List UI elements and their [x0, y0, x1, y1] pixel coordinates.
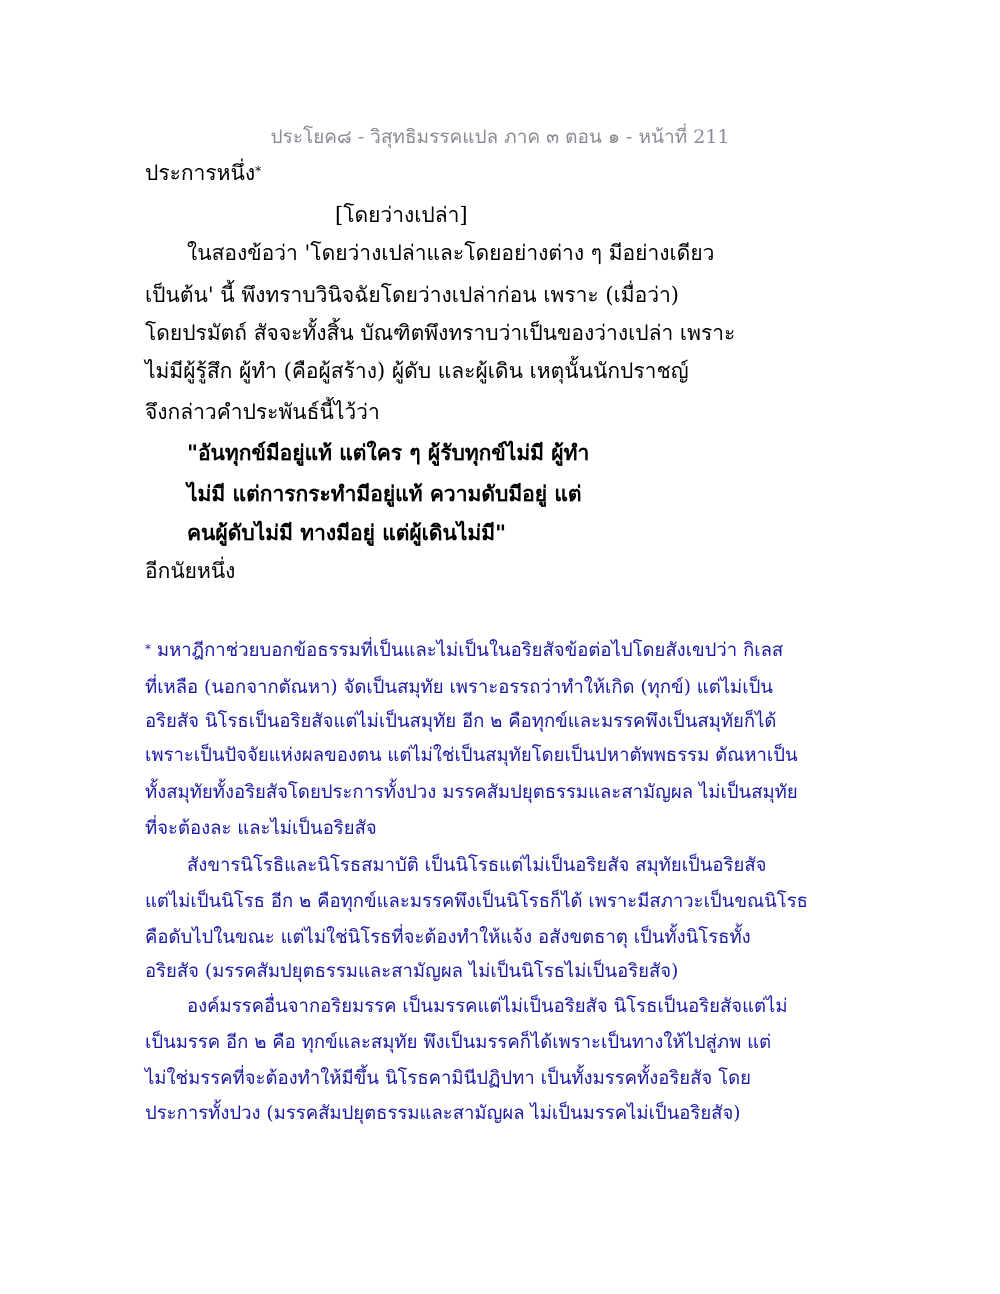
footnote-line-8: แต่ไม่เป็นนิโรธ อีก ๒ คือทุกข์และมรรคพึงเป็นนิโรธก็ได้ เพราะมีสภาวะเป็นขณนิโรธ: [145, 891, 808, 912]
footnote-line-14: ประการทั้งปวง (มรรคสัมปยุตธรรมและสามัญผล ไม่เป็นมรรคไม่เป็นอริยสัจ): [145, 1103, 741, 1124]
footnote-line-4: เพราะเป็นปัจจัยแห่งผลของตน แต่ไม่ใช่เป็นสมุทัยโดยเป็นปหาตัพพธรรม ตัณหาเป็น: [145, 745, 798, 766]
footnote-line-12: เป็นมรรค อีก ๒ คือ ทุกข์และสมุทัย พึงเป็นมรรคก็ได้เพราะเป็นทางให้ไปสู่ภพ แต่: [145, 1032, 772, 1053]
paragraph-line-2: เป็นต้น' นี้ พึงทราบวินิจฉัยโดยว่างเปล่าก่อน เพราะ (เมื่อว่า): [145, 283, 679, 307]
footnote-line-1: [145, 636, 783, 666]
footnote-marker: *: [145, 642, 151, 656]
section-heading: [โดยว่างเปล่า]: [335, 203, 468, 227]
closing-line: อีกนัยหนึ่ง: [145, 559, 236, 583]
paragraph-line-4: ไม่มีผู้รู้สึก ผู้ทำ (คือผู้สร้าง) ผู้ดับ และผู้เดิน เหตุนั้นนักปราชญ์: [145, 359, 689, 383]
footnote-line-1-text: มหาฎีกาช่วยบอกข้อธรรมที่เป็นและไม่เป็นในอริยสัจข้อต่อไปโดยสังเขปว่า กิเลส: [156, 640, 784, 661]
verse-line-2: ไม่มี แต่การกระทำมีอยู่แท้ ความดับมีอยู่ แต่: [187, 481, 582, 506]
footnote-line-7: สังขารนิโรธิและนิโรธสมาบัติ เป็นนิโรธแต่ไม่เป็นอริยสัจ สมุทัยเป็นอริยสัจ: [187, 855, 767, 876]
footnote-line-5: ทั้งสมุทัยทั้งอริยสัจโดยประการทั้งปวง มรรคสัมปยุตธรรมและสามัญผล ไม่เป็นสมุทัย: [145, 782, 798, 803]
footnote-line-9: คือดับไปในขณะ แต่ไม่ใช่นิโรธที่จะต้องทำให้แจ้ง อสังขตธาตุ เป็นทั้งนิโรธทั้ง: [145, 927, 751, 948]
intro-text: ประการหนึ่ง: [145, 161, 256, 185]
footnote-line-13: ไม่ใช่มรรคที่จะต้องทำให้มีขึ้น นิโรธคามินีปฏิปทา เป็นทั้งมรรคทั้งอริยสัจ โดย: [145, 1068, 751, 1089]
intro-line: [145, 158, 261, 188]
footnote-line-2: ที่เหลือ (นอกจากตัณหา) จัดเป็นสมุทัย เพราะอรรถว่าทำให้เกิด (ทุกข์) แต่ไม่เป็น: [145, 677, 773, 698]
page-header: ประโยค๘ - วิสุทธิมรรคแปล ภาค ๓ ตอน ๑ - หน้าที่ 211: [270, 126, 730, 148]
footnote-line-6: ที่จะต้องละ และไม่เป็นอริยสัจ: [145, 818, 377, 839]
paragraph-line-3: โดยปรมัตถ์ สัจจะทั้งสิ้น บัณฑิตพึงทราบว่าเป็นของว่างเปล่า เพราะ: [145, 321, 736, 345]
verse-line-1: "อันทุกข์มีอยู่แท้ แต่ใคร ๆ ผู้รับทุกข์ไม่มี ผู้ทำ: [187, 440, 590, 465]
verse-line-3: คนผู้ดับไม่มี ทางมีอยู่ แต่ผู้เดินไม่มี": [187, 520, 507, 545]
paragraph-line-1: ในสองข้อว่า 'โดยว่างเปล่าและโดยอย่างต่าง ๆ มีอย่างเดียว: [187, 241, 715, 265]
footnote-line-3: อริยสัจ นิโรธเป็นอริยสัจแต่ไม่เป็นสมุทัย อีก ๒ คือทุกข์และมรรคพึงเป็นสมุทัยก็ได้: [145, 711, 777, 732]
footnote-line-10: อริยสัจ (มรรคสัมปยุตธรรมและสามัญผล ไม่เป็นนิโรธไม่เป็นอริยสัจ): [145, 961, 679, 982]
footnote-line-11: องค์มรรคอื่นจากอริยมรรค เป็นมรรคแต่ไม่เป็นอริยสัจ นิโรธเป็นอริยสัจแต่ไม่: [187, 996, 788, 1017]
footnote-reference-marker: *: [255, 164, 262, 178]
paragraph-line-5: จึงกล่าวคำประพันธ์นี้ไว้ว่า: [145, 400, 380, 424]
